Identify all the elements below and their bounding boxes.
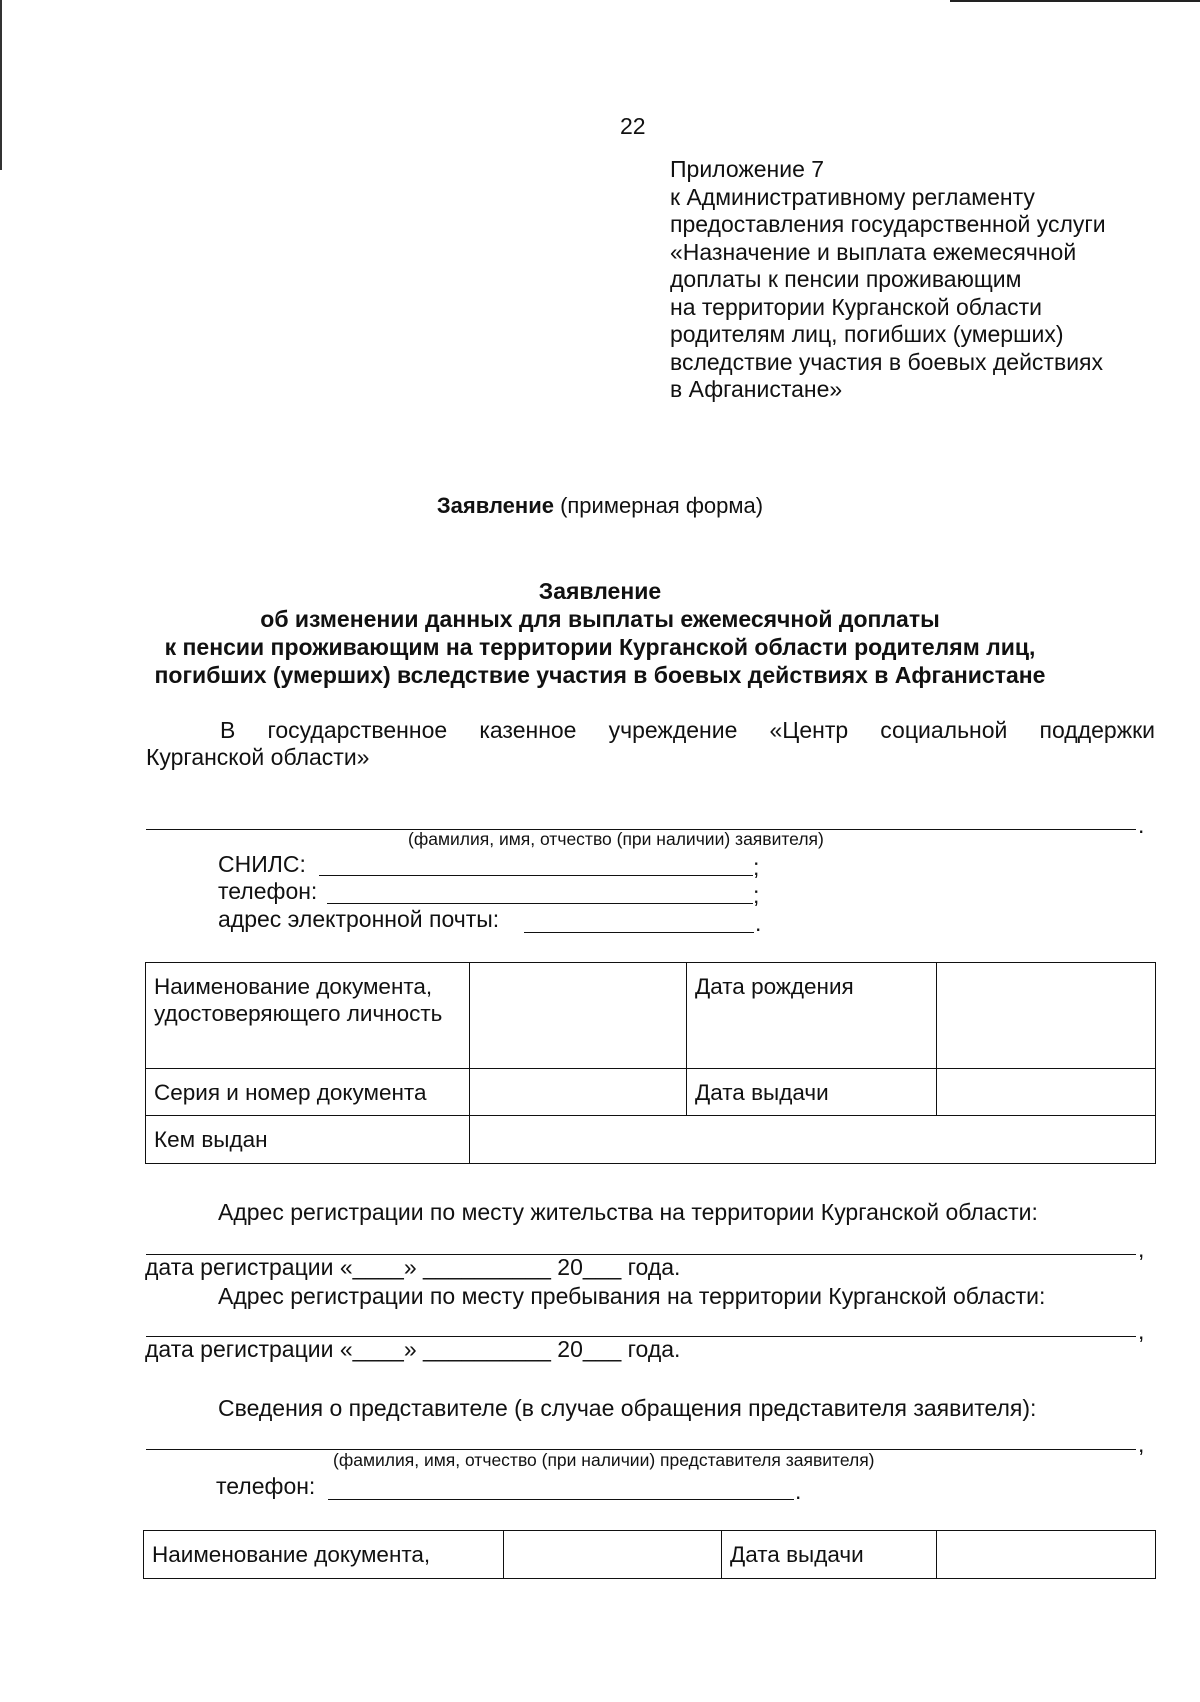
stay-date-line: дата регистрации «____» __________ 20___ года. <box>145 1336 681 1362</box>
form-label <box>0 493 1200 519</box>
appendix-line: в Афганистане» <box>670 376 843 402</box>
phone-label: телефон: <box>218 878 318 904</box>
addressee-line-1 <box>220 717 1155 744</box>
phone-input-line[interactable] <box>327 903 753 904</box>
representative-phone-line[interactable] <box>328 1499 794 1500</box>
representative-phone-label: телефон: <box>216 1473 316 1499</box>
appendix-line: доплаты к пенсии проживающим <box>670 266 1022 292</box>
title-line: Заявление <box>538 578 662 604</box>
birth-date-value[interactable] <box>937 963 1156 1069</box>
addressee-word: В <box>220 717 236 743</box>
addressee-word: «Центр <box>769 717 849 743</box>
residence-address-end: , <box>1138 1236 1145 1262</box>
residence-address-label: Адрес регистрации по месту жительства на территории Курганской области: <box>218 1199 1038 1225</box>
rep-issue-date-value[interactable] <box>937 1531 1156 1579</box>
appendix-line: Приложение 7 <box>670 156 825 182</box>
applicant-name-end: . <box>1138 812 1145 838</box>
representative-label: Сведения о представителе (в случае обращения представителя заявителя): <box>218 1395 1037 1421</box>
series-number-label: Серия и номер документа <box>146 1069 470 1116</box>
rep-doc-name-label: Наименование документа, <box>144 1531 504 1579</box>
email-input-line[interactable] <box>524 932 754 933</box>
scan-edge-top <box>950 0 1200 2</box>
form-label-rest: (примерная форма) <box>553 493 764 518</box>
issued-by-value[interactable] <box>470 1116 1156 1164</box>
addressee-word: учреждение <box>608 717 738 743</box>
residence-date-line: дата регистрации «____» __________ 20___ года. <box>145 1254 681 1280</box>
snils-end: ; <box>753 854 760 880</box>
document-title <box>0 577 1200 689</box>
email-label: адрес электронной почты: <box>218 906 500 932</box>
title-line: к пенсии проживающим на территории Курганской области родителям лиц, <box>164 634 1036 660</box>
appendix-line: вследствие участия в боевых действиях <box>670 348 1103 375</box>
appendix-header <box>670 156 1106 404</box>
appendix-line: на территории Курганской области <box>670 293 1043 320</box>
rep-doc-name-value[interactable] <box>504 1531 722 1579</box>
representative-phone-end: . <box>795 1478 802 1504</box>
snils-label: СНИЛС: <box>218 851 306 877</box>
birth-date-label: Дата рождения <box>687 963 937 1069</box>
issue-date-value[interactable] <box>937 1069 1156 1116</box>
addressee-line-2: Курганской области» <box>146 744 370 770</box>
title-line: об изменении данных для выплаты ежемесячной доплаты <box>260 606 940 632</box>
form-label-bold: Заявление <box>436 493 554 518</box>
appendix-line: родителям лиц, погибших (умерших) <box>670 321 1064 347</box>
stay-address-end: , <box>1138 1318 1145 1344</box>
scan-edge-left <box>0 0 2 170</box>
series-number-value[interactable] <box>470 1069 687 1116</box>
appendix-line: «Назначение и выплата ежемесячной <box>670 238 1077 265</box>
issued-by-label: Кем выдан <box>146 1116 470 1164</box>
representative-document-table <box>143 1530 1156 1579</box>
phone-end: ; <box>753 882 760 908</box>
appendix-line: предоставления государственной услуги <box>670 211 1106 237</box>
snils-input-line[interactable] <box>319 875 753 876</box>
title-line: погибших (умерших) вследствие участия в боевых действиях в Афганистане <box>154 662 1046 688</box>
rep-issue-date-label: Дата выдачи <box>722 1531 937 1579</box>
representative-name-caption: (фамилия, имя, отчество (при наличии) представителя заявителя) <box>333 1450 875 1470</box>
applicant-name-caption: (фамилия, имя, отчество (при наличии) заявителя) <box>408 829 824 849</box>
addressee-word: социальной <box>880 717 1008 743</box>
appendix-line: к Административному регламенту <box>670 183 1035 210</box>
page-number: 22 <box>620 113 646 139</box>
addressee-word: поддержки <box>1039 717 1155 743</box>
issue-date-label: Дата выдачи <box>687 1069 937 1116</box>
doc-name-label: Наименование документа, удостоверяющего личность <box>146 963 470 1069</box>
addressee-word: государственное <box>267 717 448 743</box>
doc-name-value[interactable] <box>470 963 687 1069</box>
identity-document-table <box>145 962 1156 1164</box>
email-end: . <box>755 910 762 936</box>
addressee-word: казенное <box>479 717 577 743</box>
stay-address-label: Адрес регистрации по месту пребывания на территории Курганской области: <box>218 1283 1046 1309</box>
representative-name-end: , <box>1138 1431 1145 1457</box>
